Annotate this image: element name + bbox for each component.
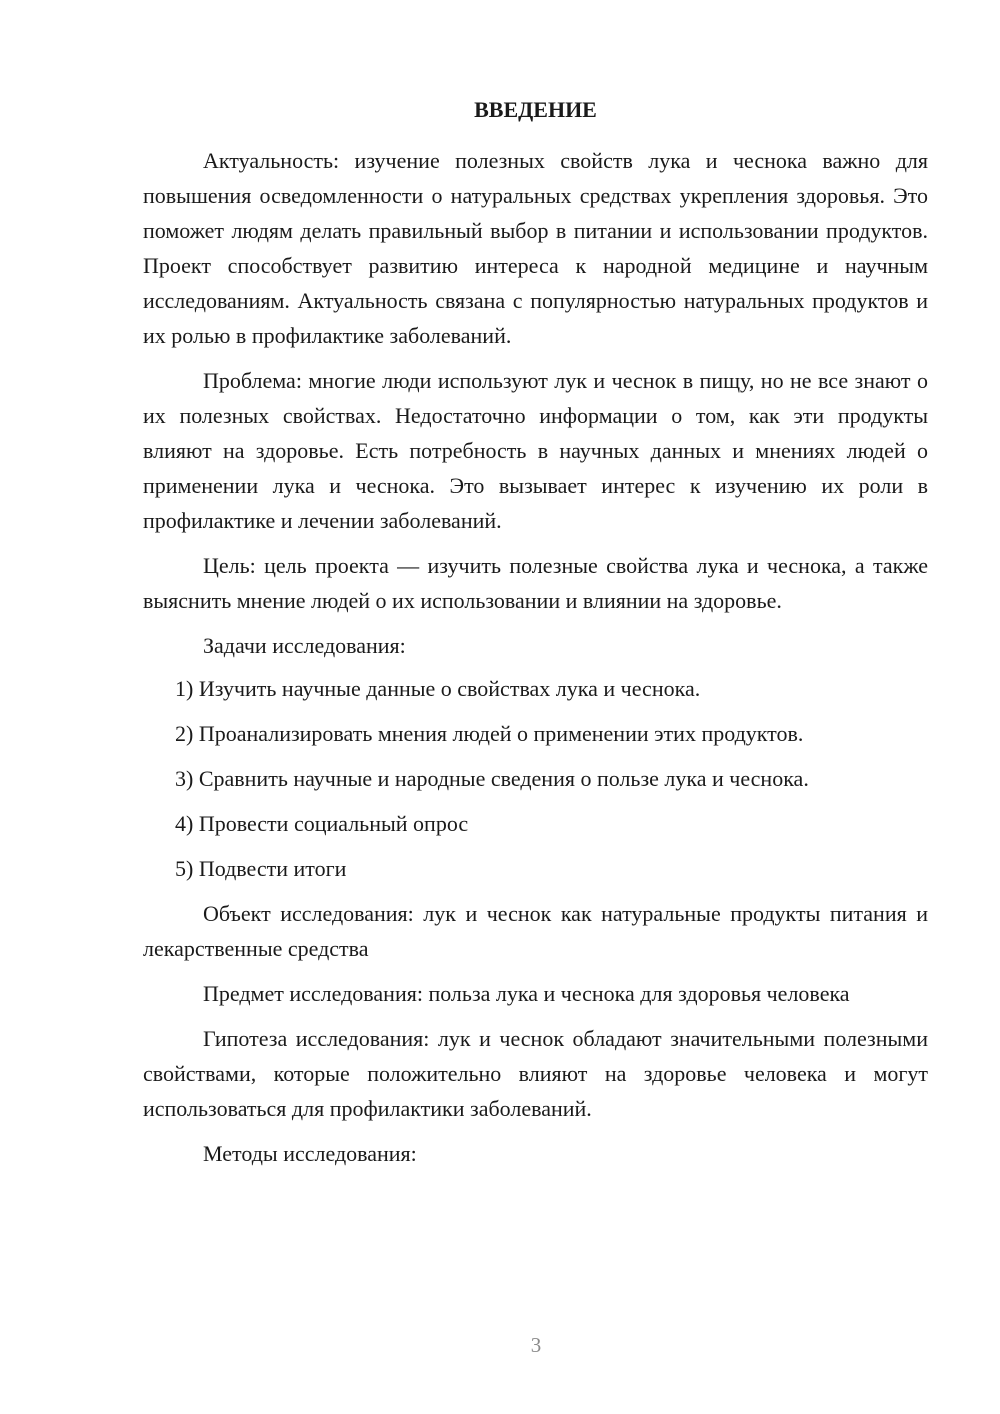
page-number: 3	[530, 1333, 542, 1357]
task-item: 1) Изучить научные данные о свойствах лука и чеснока.	[175, 676, 701, 701]
task-item: 5) Подвести итоги	[175, 856, 347, 881]
goal-paragraph: Цель: цель проекта — изучить полезные свойства лука и чеснока, а также выяснить мнение людей о их использовании и влиянии на здоровье.	[143, 553, 928, 613]
methods-title: Методы исследования:	[203, 1141, 417, 1166]
object-paragraph: Объект исследования: лук и чеснок как натуральные продукты питания и лекарственные средства	[143, 901, 928, 961]
section-heading: ВВЕДЕНИЕ	[474, 97, 597, 122]
task-item: 2) Проанализировать мнения людей о применении этих продуктов.	[175, 721, 804, 746]
task-item: 3) Сравнить научные и народные сведения о пользе лука и чеснока.	[175, 766, 809, 791]
problem-paragraph: Проблема: многие люди используют лук и чеснок в пищу, но не все знают о их полезных свойствах. Недостаточно информации о том, как эти продукты влияют на здоровье. Есть потребность в научных данных и мнениях людей о применении лука и чеснока. Это вызывает интерес к изучению их роли в профилактике и лечении заболеваний.	[143, 368, 928, 533]
tasks-title: Задачи исследования:	[203, 633, 406, 658]
page-content	[143, 95, 928, 1181]
task-item: 4) Провести социальный опрос	[175, 811, 469, 836]
relevance-paragraph: Актуальность: изучение полезных свойств лука и чеснока важно для повышения осведомленности о натуральных средствах укрепления здоровья. Это поможет людям делать правильный выбор в питании и использовании продуктов. Проект способствует развитию интереса к народной медицине и научным исследованиям. Актуальность связана с популярностью натуральных продуктов и их ролью в профилактике заболеваний.	[143, 148, 928, 348]
hypothesis-paragraph: Гипотеза исследования: лук и чеснок обладают значительными полезными свойствами, которые положительно влияют на здоровье человека и могут использоваться для профилактики заболеваний.	[143, 1026, 928, 1121]
subject-paragraph: Предмет исследования: польза лука и чеснока для здоровья человека	[203, 981, 850, 1006]
